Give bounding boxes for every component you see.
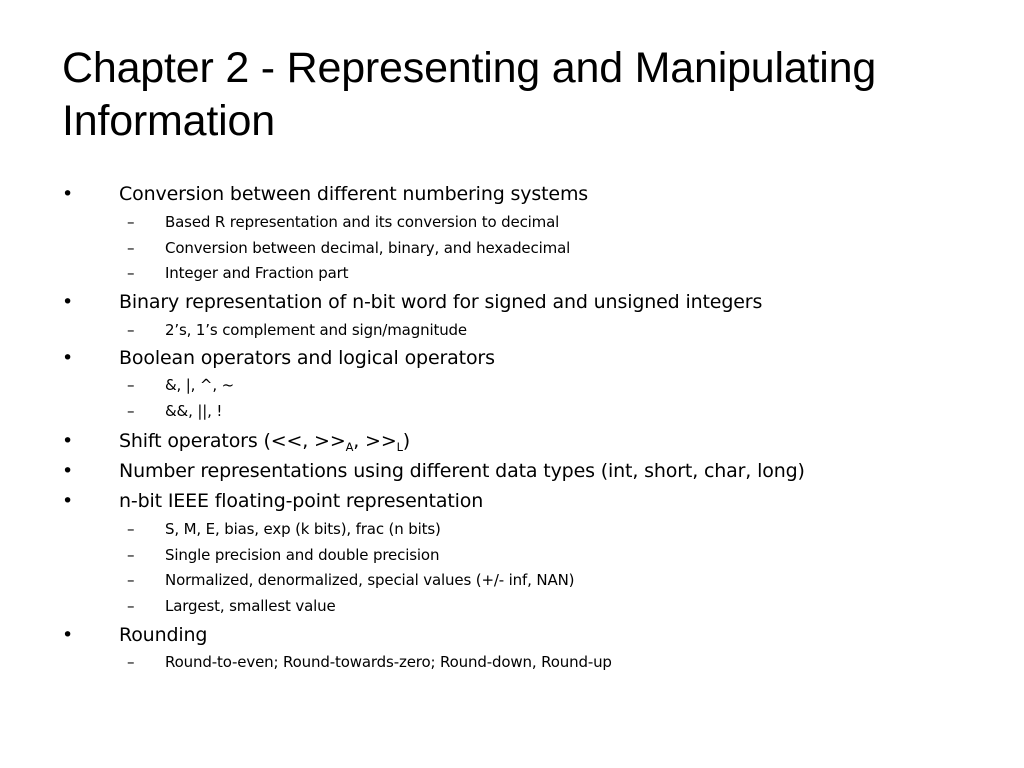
sub-bullet-text: S, M, E, bias, exp (k bits), frac (n bits): [165, 520, 441, 538]
bullet-marker: •: [62, 460, 74, 482]
bullet-marker: •: [62, 291, 74, 313]
bullet-text: Conversion between different numbering systems: [119, 183, 589, 205]
dash-marker: –: [127, 402, 135, 420]
dash-marker: –: [127, 597, 135, 615]
sub-bullet-text: Largest, smallest value: [165, 597, 336, 615]
dash-marker: –: [127, 239, 135, 257]
bullet-marker: •: [62, 490, 74, 512]
sub-bullet-text: 2’s, 1’s complement and sign/magnitude: [165, 321, 467, 339]
sub-bullet-text: Round-to-even; Round-towards-zero; Round-down, Round-up: [165, 653, 612, 671]
bullet-text: Rounding: [119, 624, 208, 646]
shift-text-middle: , >>: [353, 430, 397, 452]
dash-marker: –: [127, 520, 135, 538]
dash-marker: –: [127, 571, 135, 589]
bullet-text: Boolean operators and logical operators: [119, 347, 495, 369]
slide-title-line-2: Information: [62, 97, 275, 145]
sub-bullet-text: Normalized, denormalized, special values (+/- inf, NAN): [165, 571, 575, 589]
sub-bullet-text: Based R representation and its conversion to decimal: [165, 213, 560, 231]
bullet-marker: •: [62, 183, 74, 205]
bullet-text: Binary representation of n-bit word for signed and unsigned integers: [119, 291, 763, 313]
sub-bullet-text: Integer and Fraction part: [165, 264, 349, 282]
subscript-logical: L: [396, 439, 403, 454]
dash-marker: –: [127, 376, 135, 394]
slide-title-line-1: Chapter 2 - Representing and Manipulating: [62, 44, 877, 92]
dash-marker: –: [127, 213, 135, 231]
dash-marker: –: [127, 653, 135, 671]
bullet-text-shift-operators: [119, 429, 410, 453]
shift-text-prefix: Shift operators (<<, >>: [119, 430, 346, 452]
bullet-text: n-bit IEEE floating-point representation: [119, 490, 484, 512]
bullet-marker: •: [62, 347, 74, 369]
sub-bullet-text: &&, ||, !: [165, 402, 223, 420]
sub-bullet-text: &, |, ^, ~: [165, 376, 234, 394]
sub-bullet-text: Single precision and double precision: [165, 546, 440, 564]
bullet-marker: •: [62, 624, 74, 646]
sub-bullet-text: Conversion between decimal, binary, and hexadecimal: [165, 239, 571, 257]
bullet-text: Number representations using different data types (int, short, char, long): [119, 460, 805, 482]
dash-marker: –: [127, 264, 135, 282]
bullet-marker: •: [62, 430, 74, 452]
dash-marker: –: [127, 321, 135, 339]
subscript-arithmetic: A: [345, 439, 354, 454]
shift-text-suffix: ): [402, 430, 411, 452]
dash-marker: –: [127, 546, 135, 564]
